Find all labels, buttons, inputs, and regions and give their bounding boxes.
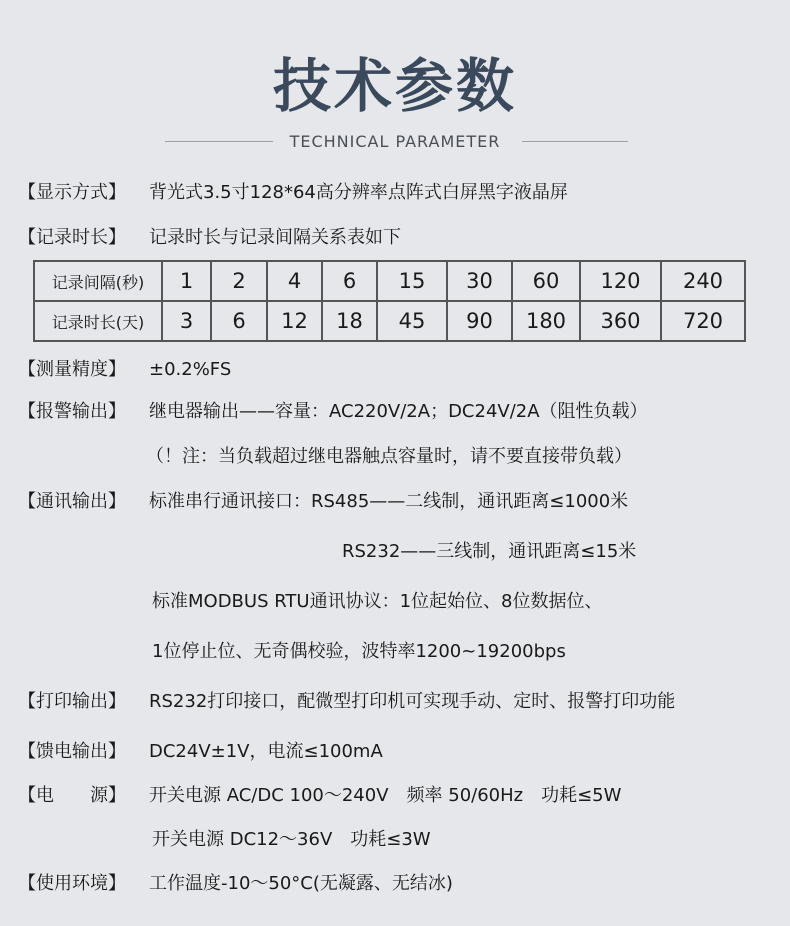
spec-label: 【记录时长】 bbox=[18, 227, 126, 248]
table-cell: 6 bbox=[211, 301, 267, 341]
table-cell: 240 bbox=[661, 261, 745, 301]
spec-label: 【报警输出】 bbox=[18, 401, 126, 422]
spec-comm bbox=[18, 489, 628, 515]
spec-power bbox=[18, 783, 621, 809]
spec-value: 记录时长与记录间隔关系表如下 bbox=[149, 227, 401, 248]
spec-label: 【打印输出】 bbox=[18, 691, 126, 712]
spec-display bbox=[18, 180, 568, 206]
table-cell: 18 bbox=[322, 301, 377, 341]
subtitle-block bbox=[0, 130, 790, 154]
spec-label: 【馈电输出】 bbox=[18, 741, 126, 762]
table-cell: 12 bbox=[267, 301, 322, 341]
alarm-note: （！注：当负载超过继电器触点容量时，请不要直接带负载） bbox=[146, 446, 632, 467]
spec-precision bbox=[18, 357, 231, 383]
spec-value: ±0.2%FS bbox=[149, 359, 232, 380]
table-cell: 90 bbox=[447, 301, 512, 341]
spec-env bbox=[18, 871, 453, 897]
table-cell: 1 bbox=[162, 261, 211, 301]
table-row-interval bbox=[34, 261, 745, 301]
comm-line-2: RS232——三线制，通讯距离≤15米 bbox=[342, 541, 637, 562]
spec-value: DC24V±1V，电流≤100mA bbox=[149, 741, 383, 762]
spec-value: RS232打印接口，配微型打印机可实现手动、定时、报警打印功能 bbox=[149, 691, 676, 712]
table-cell: 180 bbox=[512, 301, 580, 341]
spec-alarm bbox=[18, 399, 648, 425]
table-cell: 720 bbox=[661, 301, 745, 341]
spec-label: 【通讯输出】 bbox=[18, 491, 126, 512]
spec-value: 背光式3.5寸128*64高分辨率点阵式白屏黑字液晶屏 bbox=[149, 182, 568, 203]
comm-line-3: 标准MODBUS RTU通讯协议：1位起始位、8位数据位、 bbox=[152, 591, 603, 612]
subtitle-right-divider bbox=[522, 141, 628, 142]
table-cell: 2 bbox=[211, 261, 267, 301]
table-row-duration bbox=[34, 301, 745, 341]
record-table bbox=[33, 260, 746, 342]
spec-label: 【显示方式】 bbox=[18, 182, 126, 203]
page-subtitle: TECHNICAL PARAMETER bbox=[289, 132, 501, 151]
table-cell: 30 bbox=[447, 261, 512, 301]
spec-value: 工作温度-10～50°C(无凝露、无结冰) bbox=[149, 873, 453, 894]
table-cell: 45 bbox=[377, 301, 447, 341]
table-cell: 15 bbox=[377, 261, 447, 301]
table-header-interval: 记录间隔(秒) bbox=[34, 261, 162, 301]
table-cell: 360 bbox=[580, 301, 661, 341]
table-cell: 120 bbox=[580, 261, 661, 301]
table-cell: 6 bbox=[322, 261, 377, 301]
table-cell: 4 bbox=[267, 261, 322, 301]
spec-label: 【使用环境】 bbox=[18, 873, 126, 894]
page-title: 技术参数 bbox=[272, 52, 517, 120]
table-cell: 3 bbox=[162, 301, 211, 341]
spec-value: 标准串行通讯接口：RS485——二线制，通讯距离≤1000米 bbox=[149, 491, 629, 512]
table-header-duration: 记录时长(天) bbox=[34, 301, 162, 341]
power-line-2: 开关电源 DC12～36V 功耗≤3W bbox=[152, 829, 431, 850]
table-cell: 60 bbox=[512, 261, 580, 301]
spec-label: 【测量精度】 bbox=[18, 359, 126, 380]
spec-label: 【电 源】 bbox=[18, 785, 126, 806]
comm-line-4: 1位停止位、无奇偶校验，波特率1200~19200bps bbox=[152, 641, 566, 662]
spec-print bbox=[18, 689, 675, 715]
spec-value: 继电器输出——容量：AC220V/2A；DC24V/2A（阻性负载） bbox=[149, 401, 648, 422]
spec-value: 开关电源 AC/DC 100～240V 频率 50/60Hz 功耗≤5W bbox=[149, 785, 622, 806]
spec-feed bbox=[18, 739, 383, 765]
spec-record bbox=[18, 225, 401, 251]
